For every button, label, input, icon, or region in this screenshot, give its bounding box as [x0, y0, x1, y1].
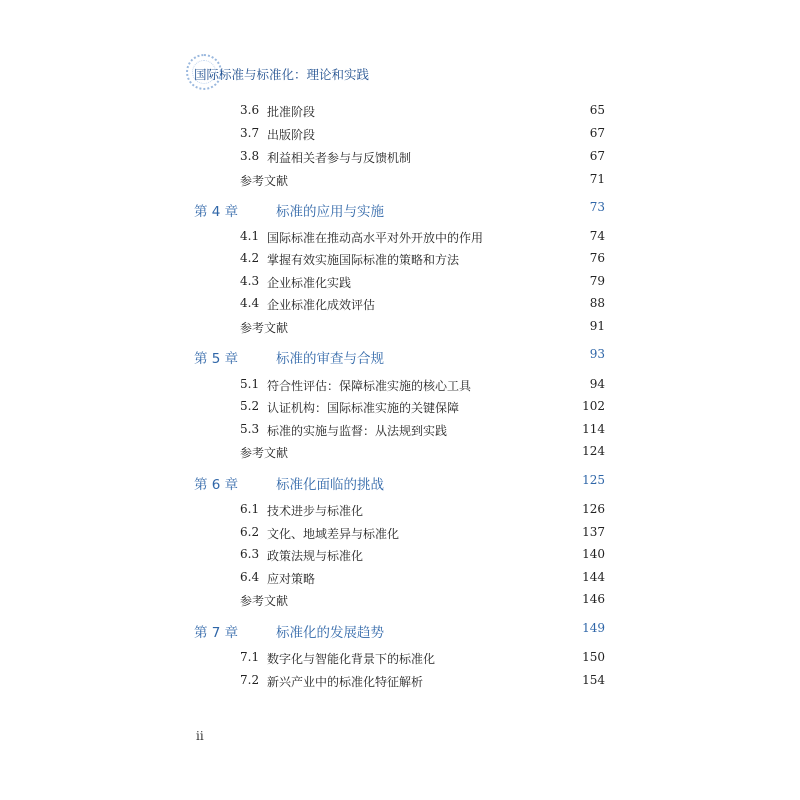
toc-chapter[interactable] — [0, 347, 800, 367]
toc-chapter-number: 第 4 章 — [194, 204, 239, 220]
toc-chapter-page: 149 — [582, 621, 605, 635]
toc-references-page: 124 — [582, 444, 605, 458]
toc-references[interactable] — [0, 592, 800, 612]
toc-entry[interactable] — [0, 422, 800, 442]
running-header-title: 国际标准与标准化：理论和实践 — [194, 67, 370, 82]
toc-entry-page: 140 — [582, 547, 605, 561]
toc-entry-title: 标准的实施与监督：从法规到实践 — [267, 424, 448, 438]
toc-chapter[interactable] — [0, 200, 800, 220]
toc-entry-title: 掌握有效实施国际标准的策略和方法 — [267, 253, 460, 267]
toc-references-title: 参考文献 — [240, 321, 289, 335]
toc-entry[interactable] — [0, 126, 800, 146]
page-folio: ii — [196, 729, 204, 743]
toc-entry[interactable] — [0, 251, 800, 271]
toc-entry-page: 67 — [589, 126, 605, 140]
toc-chapter-page: 93 — [589, 347, 605, 361]
toc-entry-number: 6.3 — [240, 547, 260, 561]
toc-entry-number: 5.3 — [240, 422, 260, 436]
toc-entry[interactable] — [0, 547, 800, 567]
toc-references-page: 71 — [589, 172, 605, 186]
toc-chapter-number: 第 5 章 — [194, 351, 239, 367]
toc-entry-title: 企业标准化实践 — [267, 276, 352, 290]
toc-entry-title: 政策法规与标准化 — [267, 549, 364, 563]
toc-entry-number: 4.3 — [240, 274, 260, 288]
toc-entry[interactable] — [0, 650, 800, 670]
toc-chapter-title: 标准化面临的挑战 — [276, 477, 384, 493]
toc-references-page: 91 — [589, 319, 605, 333]
toc-entry-number: 3.8 — [240, 149, 260, 163]
toc-entry-page: 76 — [589, 251, 605, 265]
toc-chapter-number: 第 7 章 — [194, 625, 239, 641]
toc-entry[interactable] — [0, 296, 800, 316]
toc-entry-page: 126 — [582, 502, 605, 516]
toc-entry-title: 认证机构：国际标准实施的关键保障 — [267, 401, 460, 415]
toc-entry-title: 企业标准化成效评估 — [267, 298, 376, 312]
toc-entry-title: 利益相关者参与与反馈机制 — [267, 151, 412, 165]
toc-entry[interactable] — [0, 274, 800, 294]
toc-references[interactable] — [0, 319, 800, 339]
toc-chapter[interactable] — [0, 473, 800, 493]
running-header — [186, 54, 386, 94]
toc-entry[interactable] — [0, 525, 800, 545]
toc-chapter-number: 第 6 章 — [194, 477, 239, 493]
toc-entry-title: 批准阶段 — [267, 105, 316, 119]
toc-entry-title: 国际标准在推动高水平对外开放中的作用 — [267, 231, 484, 245]
toc-chapter[interactable] — [0, 621, 800, 641]
toc-entry[interactable] — [0, 229, 800, 249]
toc-entry-page: 144 — [582, 570, 605, 584]
toc-chapter-page: 125 — [582, 473, 605, 487]
toc-entry-page: 150 — [582, 650, 605, 664]
toc-entry-page: 102 — [582, 399, 605, 413]
toc-entry-number: 3.6 — [240, 103, 260, 117]
toc-entry-title: 技术进步与标准化 — [267, 504, 364, 518]
toc-entry[interactable] — [0, 673, 800, 693]
toc-entry[interactable] — [0, 103, 800, 123]
toc-entry[interactable] — [0, 570, 800, 590]
toc-entry-number: 3.7 — [240, 126, 260, 140]
toc-entry-title: 数字化与智能化背景下的标准化 — [267, 652, 436, 666]
toc-entry-title: 应对策略 — [267, 572, 316, 586]
toc-entry[interactable] — [0, 377, 800, 397]
toc-entry-page: 65 — [589, 103, 605, 117]
toc-entry-number: 5.2 — [240, 399, 260, 413]
toc-chapter-title: 标准化的发展趋势 — [276, 625, 384, 641]
toc-chapter-title: 标准的审查与合规 — [276, 351, 384, 367]
toc-entry-number: 6.4 — [240, 570, 260, 584]
toc-entry-page: 137 — [582, 525, 605, 539]
toc-entry-number: 4.2 — [240, 251, 260, 265]
toc-entry-number: 6.1 — [240, 502, 260, 516]
toc-references-page: 146 — [582, 592, 605, 606]
toc-entry-title: 新兴产业中的标准化特征解析 — [267, 675, 424, 689]
toc-entry[interactable] — [0, 502, 800, 522]
toc-entry-number: 7.2 — [240, 673, 260, 687]
toc-entry-page: 94 — [589, 377, 605, 391]
toc-references-title: 参考文献 — [240, 446, 289, 460]
toc-chapter-page: 73 — [589, 200, 605, 214]
toc-entry-title: 出版阶段 — [267, 128, 316, 142]
toc-entry-number: 7.1 — [240, 650, 260, 664]
toc-entry-number: 6.2 — [240, 525, 260, 539]
toc-entry-page: 67 — [589, 149, 605, 163]
toc-entry-page: 154 — [582, 673, 605, 687]
toc-entry-number: 5.1 — [240, 377, 260, 391]
toc-entry[interactable] — [0, 149, 800, 169]
toc-references-title: 参考文献 — [240, 174, 289, 188]
toc-entry-page: 74 — [589, 229, 605, 243]
toc-entry-number: 4.4 — [240, 296, 260, 310]
toc-entry-title: 文化、地域差异与标准化 — [267, 527, 400, 541]
toc-entry-page: 88 — [589, 296, 605, 310]
toc-references-title: 参考文献 — [240, 594, 289, 608]
toc-entry-number: 4.1 — [240, 229, 260, 243]
toc-entry-title: 符合性评估：保障标准实施的核心工具 — [267, 379, 472, 393]
toc-references[interactable] — [0, 172, 800, 192]
toc-entry-page: 79 — [589, 274, 605, 288]
toc-entry[interactable] — [0, 399, 800, 419]
toc-chapter-title: 标准的应用与实施 — [276, 204, 384, 220]
toc-references[interactable] — [0, 444, 800, 464]
toc-entry-page: 114 — [582, 422, 605, 436]
